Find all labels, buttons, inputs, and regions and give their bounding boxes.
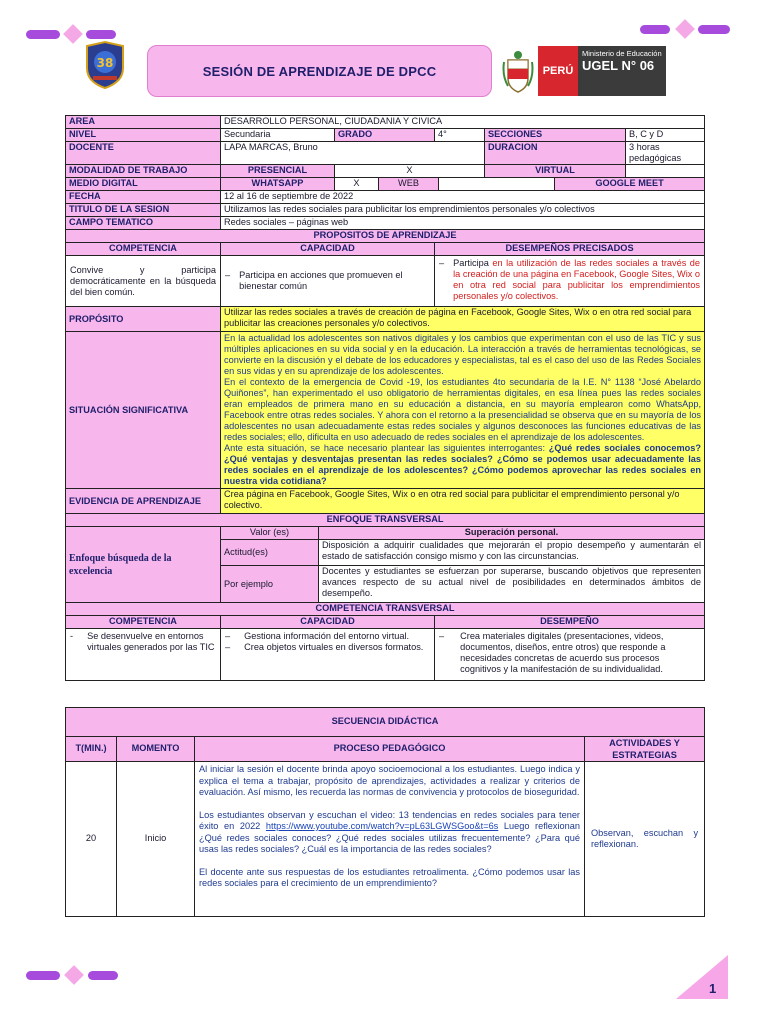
fecha-value: 12 al 16 de septiembre de 2022: [221, 191, 705, 204]
session-info-table: [65, 115, 705, 681]
competencia-text: Convive y participa democráticamente en la búsqueda del bien común.: [66, 256, 221, 307]
web-mark: [439, 178, 555, 191]
secciones-value: B, C y D: [626, 129, 705, 142]
proceso-p2-tail: Luego reflexionan ¿Qué redes sociales conoces? ¿Qué redes sociales utilizas frecuentemente? ¿Para qué usas las redes sociales? ¿Cuál es la importancia de las redes sociales?: [199, 821, 580, 854]
titulo-sesion-label: TITULO DE LA SESION: [66, 204, 221, 217]
duracion-label: DURACION: [485, 142, 626, 165]
video-link[interactable]: https://www.youtube.com/watch?v=pL63LGWSGoo&t=6s: [265, 821, 499, 831]
enfoque-header: ENFOQUE TRANSVERSAL: [66, 514, 705, 527]
top-left-ornament: [26, 27, 116, 41]
grado-label: GRADO: [335, 129, 435, 142]
modalidad-label: MODALIDAD DE TRABAJO: [66, 165, 221, 178]
area-value: DESARROLLO PERSONAL, CIUDADANIA Y CIVICA: [221, 116, 705, 129]
capacidad-bullet: –: [225, 270, 231, 280]
fecha-label: FECHA: [66, 191, 221, 204]
valor-label: Valor (es): [221, 527, 319, 540]
ct-capacidad-2: Crea objetos virtuales en diversos formatos.: [244, 642, 424, 652]
col-proceso-header: PROCESO PEDAGÓGICO: [195, 737, 585, 762]
area-label: AREA: [66, 116, 221, 129]
desempeno-text: en la utilización de las redes sociales a través de la creación de una página en Facebook, Google Sites, Wix o en otra red social para publicitar los emprendimientos personales y/o colectivos.: [453, 258, 701, 301]
evidencia-text: Crea página en Facebook, Google Sites, Wix o en otra red social para publicitar el emprendimiento personal y/o colectivo.: [221, 489, 705, 514]
top-right-ornament: [640, 22, 730, 36]
col-actividades-header: ACTIVIDADES Y ESTRATEGIAS: [585, 737, 705, 762]
virtual-label: VIRTUAL: [485, 165, 626, 178]
proceso-p3: El docente ante sus respuestas de los estudiantes retroalimenta. ¿Cómo podemos usar las redes sociales para el crecimiento de un emprendimiento?: [199, 866, 580, 888]
page-corner-ornament: [676, 955, 728, 999]
desempeno-lead: Participa: [453, 258, 489, 268]
proposito-label: PROPÓSITO: [66, 307, 221, 332]
nivel-label: NIVEL: [66, 129, 221, 142]
whatsapp-label: WHATSAPP: [221, 178, 335, 191]
ct-competencia-header: COMPETENCIA: [66, 616, 221, 629]
ejemplo-label: Por ejemplo: [221, 566, 319, 603]
propositos-header: PROPOSITOS DE APRENDIZAJE: [66, 230, 705, 243]
enfoque-label: Enfoque búsqueda de la excelencia: [66, 527, 221, 603]
secuencia-table: [65, 707, 705, 917]
ct-competencia-text: Se desenvuelve en entornos virtuales generados por las TIC: [87, 631, 215, 652]
competencia-header: COMPETENCIA: [66, 243, 221, 256]
row-time: 20: [66, 762, 117, 917]
whatsapp-mark: X: [335, 178, 379, 191]
actitud-label: Actitud(es): [221, 540, 319, 566]
proposito-text: Utilizar las redes sociales a través de creación de página en Facebook, Google Sites, Wix o en otra red social para publicitar las creaciones personales y/o colectivos.: [221, 307, 705, 332]
valor-value: Superación personal.: [319, 527, 705, 540]
ct-capacidad-bullet: –: [225, 642, 231, 652]
duracion-value: 3 horas pedagógicas: [626, 142, 705, 165]
school-logo-number: 38: [96, 56, 114, 70]
ct-desempeno-header: DESEMPEÑO: [435, 616, 705, 629]
desempenos-header: DESEMPEÑOS PRECISADOS: [435, 243, 705, 256]
ct-competencia-bullet: -: [70, 631, 74, 641]
col-momento-header: MOMENTO: [117, 737, 195, 762]
page-number: 1: [709, 981, 717, 996]
actitud-text: Disposición a adquirir cualidades que mejorarán el propio desempeño y aumentarán el estado de satisfacción consigo mismo y con las circunstancias.: [319, 540, 705, 566]
campo-tematico-value: Redes sociales – páginas web: [221, 217, 705, 230]
ministry-label: Ministerio de Educación: [582, 49, 662, 58]
ugel-06-logo: [538, 46, 666, 96]
google-meet-label: GOOGLE MEET: [555, 178, 705, 191]
desempeno-bullet: –: [439, 258, 445, 268]
ct-capacidad-1: Gestiona información del entorno virtual.: [244, 631, 410, 641]
secuencia-header: SECUENCIA DIDÁCTICA: [66, 708, 705, 737]
capacidad-header: CAPACIDAD: [221, 243, 435, 256]
ugel-label: UGEL N° 06: [582, 58, 655, 73]
docente-label: DOCENTE: [66, 142, 221, 165]
secciones-label: SECCIONES: [485, 129, 626, 142]
ct-desempeno-bullet: –: [439, 631, 445, 641]
situacion-questions: ¿Qué redes sociales conocemos? ¿Qué ventajas y desventajas presentan las redes sociales? ¿Cómo se podemos usar adecuadamente las redes sociales en el aprendizaje de los adolescentes? ¿Cómo podemos aprovechar las redes sociales en nuestra vida cotidiana?: [224, 443, 702, 486]
page-title: SESIÓN DE APRENDIZAJE DE DPCC: [147, 45, 492, 97]
presencial-mark: X: [335, 165, 485, 178]
situacion-p3-lead: Ante esta situación, se hace necesario plantear las siguientes interrogantes:: [224, 443, 549, 453]
web-label: WEB: [379, 178, 439, 191]
peru-brand-label: PERÚ: [538, 46, 578, 96]
peru-coat-of-arms-logo: [501, 48, 535, 94]
proceso-p2-lead: Los estudiantes observan y escuchan el video: 13 tendencias en redes sociales para tener éxito en 2022: [199, 809, 580, 831]
presencial-label: PRESENCIAL: [221, 165, 335, 178]
medio-digital-label: MEDIO DIGITAL: [66, 178, 221, 191]
titulo-sesion-value: Utilizamos las redes sociales para publicitar los emprendimientos personales y/o colectivos: [221, 204, 705, 217]
comp-transversal-header: COMPETENCIA TRANSVERSAL: [66, 603, 705, 616]
ejemplo-text: Docentes y estudiantes se esfuerzan por superarse, buscando objetivos que representen avances respecto de su actual nivel de posibilidades en determinados ámbitos de desempeño.: [319, 566, 705, 603]
ct-capacidad-bullet: –: [225, 631, 231, 641]
evidencia-label: EVIDENCIA DE APRENDIZAJE: [66, 489, 221, 514]
grado-value: 4°: [435, 129, 485, 142]
situacion-p1: En la actualidad los adolescentes son nativos digitales y los cambios que experimentan con el uso de las TIC y sus múltiples aplicaciones en su vida social y en la educación. La interacción a través de herramientas tecnológicas, se convierte en la discusión y el debate de los educadores y especialistas, tal es el caso del uso de las Redes Sociales en sus vidas y en su aprendizaje de los adolescentes.: [224, 333, 702, 376]
capacidad-text: Participa en acciones que promueven el bienestar común: [239, 270, 403, 291]
situacion-label: SITUACIÓN SIGNIFICATIVA: [66, 332, 221, 489]
nivel-value: Secundaria: [221, 129, 335, 142]
proceso-p1: Al iniciar la sesión el docente brinda apoyo socioemocional a los estudiantes. Luego indica y explica el tema a trabajar, propósito de aprendizajes, actividades a realizar y criterios de evaluación. Así mismo, les recuerda las normas de convivencia y protocolos de bioseguridad.: [199, 764, 580, 797]
school-crest-logo: [83, 40, 127, 90]
docente-value: LAPA MARCAS, Bruno: [221, 142, 485, 165]
ct-capacidad-header: CAPACIDAD: [221, 616, 435, 629]
row-momento: Inicio: [117, 762, 195, 917]
ct-desempeno-text: Crea materiales digitales (presentaciones, videos, documentos, diseños, entre otros) que responde a necesidades concretas de acuerdo sus procesos cognitivos y la manifestación de su individualidad.: [460, 631, 666, 674]
bottom-left-ornament: [26, 968, 118, 982]
campo-tematico-label: CAMPO TEMATICO: [66, 217, 221, 230]
col-tiempo-header: T(MIN.): [66, 737, 117, 762]
actividades-text: Observan, escuchan y reflexionan.: [585, 762, 705, 917]
situacion-p2: En el contexto de la emergencia de Covid -19, los estudiantes 4to secundaria de la I.E. N° 1138 “José Abelardo Quiñones”, han experimentado el uso obligatorio de herramientas digitales, en esa línea pues las redes sociales eran empleados de primera mano en su educación a distancia, en su mayoría emplearon como WhatsApp, Facebook entre otras redes sociales. Y ahora con el retorno a la presencialidad se observa que en su mayoría de los adolescentes no usan adecuadamente estas redes sociales y algunos desconoces las funciones educativas de las redes sociales; ello, dificulta en uso adecuado de redes sociales en el aprendizaje de los adolescentes.: [224, 377, 702, 442]
virtual-mark: [626, 165, 705, 178]
